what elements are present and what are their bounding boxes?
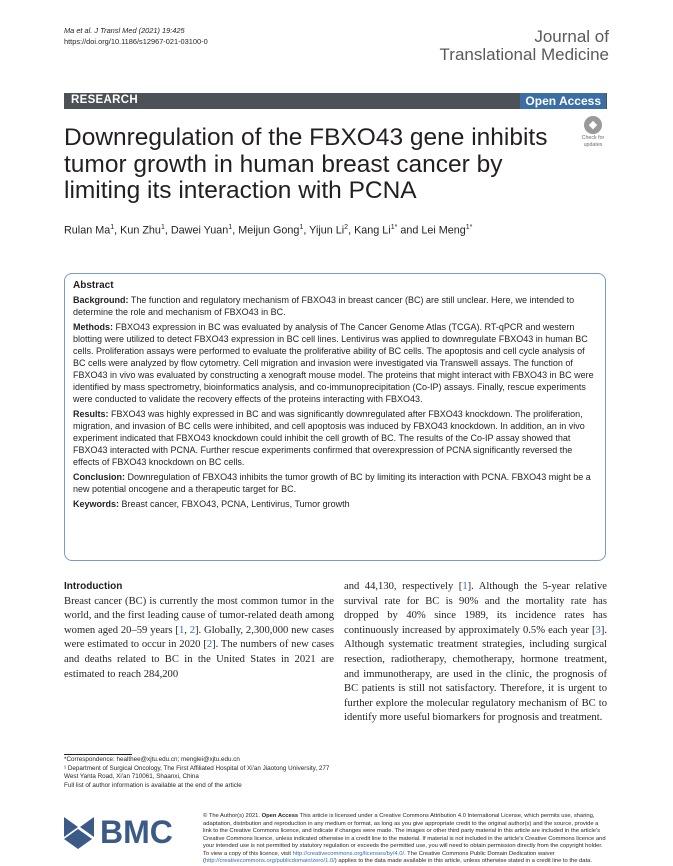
intro-text-3: ]. The numbers of new cases and deaths related to BC in the United States in 2021 are estimated to reach 284,200 bbox=[64, 639, 334, 680]
article-type-label: RESEARCH bbox=[71, 94, 138, 106]
methods-label: Methods: bbox=[73, 322, 113, 332]
background-label: Background: bbox=[73, 295, 129, 305]
abstract-heading: Abstract bbox=[73, 280, 114, 291]
bookmark-icon: ◆ bbox=[584, 116, 602, 134]
authors-and: and bbox=[400, 224, 419, 237]
author: Kang Li bbox=[354, 224, 391, 237]
methods-text: FBXO43 expression in BC was evaluated by analysis of The Cancer Genome Atlas (TCGA). RT-qPCR and western blotting were utilized to detect FBXO43 expression in BC cell lines. Lentivirus was applied to downregulate FBXO43 in human BC cells. Proliferation assays were performed to evaluate the proliferative ability of BC cells. The apoptosis and cell cycle analysis of BC cells were analyzed by flow cytometry. Cell migration and invasion were investigated via Transwell assays. The function of FBXO43 in vivo was evaluated by constructing a xenograft mouse model. The proteins that might interact with FBXO43 in BC were identified by mass spectrometry, bioinformatics analysis, and co-immunoprecipitation (Co-IP) assays. Finally, rescue experiments were conducted to validate the recovery effects of the proteins interacting with FBXO43. bbox=[73, 322, 594, 404]
abstract-results bbox=[73, 408, 597, 468]
author-sup: 1 bbox=[110, 224, 115, 231]
intro-heading: Introduction bbox=[64, 581, 123, 592]
author: Yijun Li bbox=[309, 224, 345, 237]
author: Lei Meng bbox=[421, 224, 466, 237]
author-sup: 1* bbox=[390, 224, 398, 231]
intro-text-1: Breast cancer (BC) is currently the most common tumor in the world, and the first leading cause of tumor-related death among women aged 20–59 years [ bbox=[64, 595, 334, 636]
background-text: The function and regulatory mechanism of FBXO43 in breast cancer (BC) are still unclear. Here, we intended to determine the role and mechanism of FBXO43 in BC. bbox=[73, 295, 575, 317]
intro-text-5: ]. Although the 5-year relative survival rate for BC is 90% and the mortality rate has dropped by 40% since 1989, its incidence rates has continuously increased by approximately 0.5% each year [ bbox=[344, 581, 608, 636]
license-text bbox=[203, 813, 607, 866]
citation-link-3[interactable]: 3 bbox=[595, 624, 601, 636]
check-updates-label-2: updates bbox=[583, 142, 603, 148]
citation-header bbox=[64, 25, 208, 47]
journal-name-line2: Translational Medicine bbox=[439, 45, 609, 64]
license-part-c: . The Creative Commons Public Domain Dedication waiver ( bbox=[203, 850, 555, 864]
conclusion-text: Downregulation of FBXO43 inhibits the tumor growth of BC by limiting its interaction with PCNA. FBXO43 might be a new potential oncogene and a therapeutic target for BC. bbox=[73, 472, 591, 494]
license-part-a: © The Author(s) 2021. bbox=[203, 813, 262, 819]
article-type-bar bbox=[64, 93, 607, 109]
citation-link-1[interactable]: 1 bbox=[178, 624, 185, 636]
intro-text-2: ]. Globally, 2,300,000 new cases were estimated to occur in 2020 [ bbox=[64, 624, 334, 651]
citation-link-2b[interactable]: 2 bbox=[206, 639, 213, 651]
abstract-keywords bbox=[73, 498, 597, 510]
keywords-label: Keywords: bbox=[73, 499, 120, 509]
abstract-background bbox=[73, 294, 597, 318]
author-sup: 1 bbox=[228, 224, 233, 231]
results-text: FBXO43 was highly expressed in BC and was significantly downregulated after FBXO43 knockdown. The proliferation, migration, and invasion of BC cells were inhibited, and cell apoptosis was induced by FBXO43 knockdown. In addition, an in vivo experiment indicated that FBXO43 knockdown could inhibit the cell growth of BC. The results of the Co-IP assay showed that FBXO43 interacted with PCNA. Further rescue experiments confirmed that overexpression of PCNA significantly reversed the effects of FBXO43 knockdown on BC cells. bbox=[73, 409, 585, 467]
abstract-box bbox=[64, 273, 606, 561]
author-list: Rulan Ma$^1$, Kun Zhu$^1$, Dawei Yuan$^1$, Meijun Gong$^1$, Yijun Li$^2$, Kang $Li^{1*}$ and Lei Meng$^{1*}$ bbox=[64, 224, 473, 237]
citation-link-1b[interactable]: 1 bbox=[462, 581, 468, 592]
license-link-cc0[interactable]: http://creativecommons.org/publicdomain/zero/1.0/ bbox=[204, 858, 335, 864]
affiliation: ¹ Department of Surgical Oncology, The First Affiliated Hospital of Xi'an Jiaotong University, 277 West Yanta Road, Xi'an 710061, Shaanxi, China bbox=[64, 764, 330, 781]
abstract-methods bbox=[73, 321, 597, 405]
author-sup: 1* bbox=[465, 224, 473, 231]
bmc-logo bbox=[64, 813, 190, 849]
full-list-note: Full list of author information is available at the end of the article bbox=[64, 781, 242, 789]
license-part-b: This article is licensed under a Creative Commons Attribution 4.0 International License, which permits use, sharing, adaptation, distribution and reproduction in any medium or format, as long as you give appropriate credit to the original author(s) and the source, provide a link to the Creative Commons licence, and indicate if changes were made. The images or other third party material in this article are included in the article's Creative Commons licence, unless indicated otherwise in a credit line to the material. If material is not included in the article's Creative Commons licence and your intended use is not permitted by statutory regulation or exceeds the permitted use, you will need to obtain permission directly from the copyright holder. To view a copy of this licence, visit bbox=[203, 813, 606, 857]
citation-link-2[interactable]: 2 bbox=[189, 624, 196, 636]
footnote-divider bbox=[64, 754, 132, 755]
intro-text-4: and 44,130, respectively [ bbox=[344, 581, 463, 592]
author-sup: 1 bbox=[299, 224, 304, 231]
footnotes bbox=[64, 756, 334, 790]
author-sup: 1 bbox=[160, 224, 165, 231]
article-title: Downregulation of the FBXO43 gene inhibits tumor growth in human breast cancer by limiting its interaction with PCNA bbox=[64, 124, 548, 204]
citation-line: Ma et al. J Transl Med (2021) 19:425 bbox=[64, 26, 185, 35]
doi-link[interactable]: https://doi.org/10.1186/s12967-021-03100-0 bbox=[64, 37, 208, 46]
correspondence: *Correspondence: healthee@xjtu.edu.cn; menglei@xjtu.edu.cn bbox=[64, 756, 240, 763]
author: Meijun Gong bbox=[238, 224, 300, 237]
license-part-d: ) applies to the data made available in this article, unless otherwise stated in a credit line to the data. bbox=[334, 858, 592, 864]
keywords-text: Breast cancer, FBXO43, PCNA, Lentivirus, Tumor growth bbox=[121, 499, 350, 509]
journal-name bbox=[440, 28, 609, 64]
intro-text-6: ]. Although systematic treatment strategies, including surgical resection, radiotherapy, chemotherapy, hormone treatment, and immunotherapy, are used in the clinic, the prognosis of BC patients is still not satisfactory. Therefore, it is urgent to further explore the molecular regulatory mechanism of BC to identify more useful biomarkers for prognosis and treatment. bbox=[344, 624, 607, 724]
bmc-wordmark: BMC bbox=[100, 814, 173, 849]
conclusion-label: Conclusion: bbox=[73, 472, 125, 482]
bmc-logo-icon bbox=[64, 813, 190, 849]
author-sup: 2 bbox=[344, 224, 349, 231]
check-for-updates-button[interactable] bbox=[578, 116, 608, 152]
check-updates-label-1: Check for bbox=[581, 135, 605, 141]
author: Dawei Yuan bbox=[170, 224, 229, 237]
results-label: Results: bbox=[73, 409, 109, 419]
author: Kun Zhu bbox=[120, 224, 161, 237]
journal-name-line1: Journal of bbox=[534, 27, 609, 46]
author: Rulan Ma bbox=[64, 224, 111, 237]
license-open-access: Open Access bbox=[261, 813, 299, 819]
abstract-conclusion bbox=[73, 471, 597, 495]
intro-column-left: Introduction Breast cancer (BC) is currently the most common tumor in the world, and the first leading cause of tumor-related death among women aged 20–59 years [1, 2]. Globally, 2,300,000 new cases were estimated to occur in 2020 [2]. The numbers of new cases and deaths related to BC in the United States in 2021 are estimated to reach 284,200 bbox=[64, 581, 334, 680]
license-link-cc-by[interactable]: http://creativecommons.org/licenses/by/4.0/ bbox=[292, 850, 405, 857]
intro-column-right bbox=[344, 580, 607, 726]
open-access-badge: Open Access bbox=[520, 93, 606, 109]
